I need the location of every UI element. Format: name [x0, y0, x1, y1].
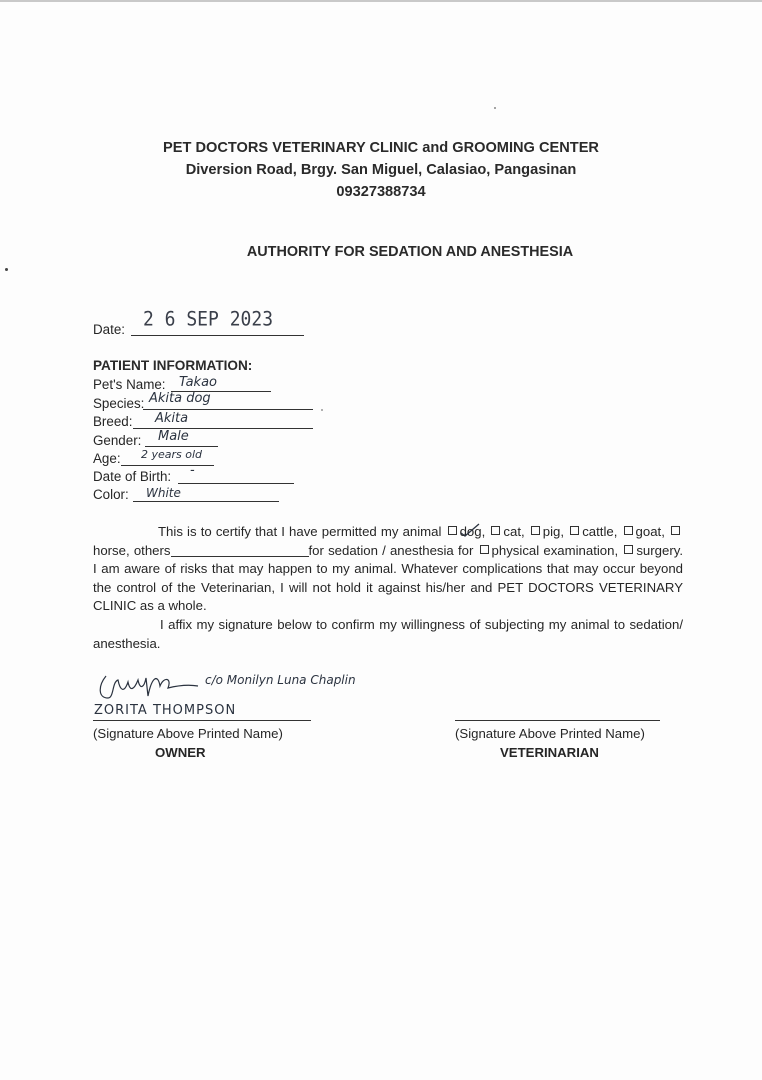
species-value: Akita dog: [149, 391, 211, 406]
form-title: AUTHORITY FOR SEDATION AND ANESTHESIA: [246, 244, 574, 260]
age-line: [121, 465, 214, 466]
checkbox-dog[interactable]: [448, 526, 457, 535]
pet-name-label: Pet's Name:: [93, 377, 166, 392]
consent-intro: This is to certify that I have permitted my animal: [158, 524, 442, 539]
dob-value: -: [190, 463, 195, 478]
checkbox-physical-exam[interactable]: [480, 545, 489, 554]
checkbox-pig[interactable]: [531, 526, 540, 535]
species-label: Species:: [93, 396, 145, 411]
color-value: White: [146, 486, 181, 500]
owner-role: OWNER: [155, 745, 206, 760]
vet-role: VETERINARIAN: [500, 745, 599, 760]
option-surgery: surgery.: [636, 542, 683, 558]
option-pig: pig,: [542, 524, 565, 539]
scan-speck: [5, 268, 8, 271]
owner-signature-line: [93, 720, 311, 721]
pet-name-value: Takao: [179, 375, 217, 390]
affirmation-paragraph: I affix my signature below to confirm my willingness of subjecting my animal to sedation/ anesthesia.: [93, 617, 683, 651]
sedation-text: for sedation / anesthesia for: [308, 542, 474, 558]
dob-label: Date of Birth:: [93, 469, 172, 484]
date-line: [131, 335, 304, 336]
gender-line: [145, 446, 218, 447]
breed-value: Akita: [155, 411, 189, 426]
scan-edge: [0, 0, 762, 2]
patient-info-heading: PATIENT INFORMATION:: [93, 358, 253, 373]
owner-care-of-note: c/o Monilyn Luna Chaplin: [205, 673, 356, 687]
checkbox-horse[interactable]: [671, 526, 680, 535]
others-blank[interactable]: [171, 545, 309, 557]
option-cat: cat,: [503, 524, 525, 539]
age-label: Age:: [93, 451, 121, 466]
clinic-header: [0, 137, 762, 203]
gender-value: Male: [158, 429, 189, 444]
vet-signature-line: [455, 720, 660, 721]
clinic-phone: 09327388734: [336, 184, 426, 200]
date-stamp: 2 6 SEP 2023: [143, 307, 274, 332]
owner-signature: [94, 668, 204, 708]
breed-label: Breed:: [93, 414, 133, 429]
option-dog: dog,: [459, 524, 486, 539]
checkbox-surgery[interactable]: [624, 545, 633, 554]
option-cattle: cattle,: [582, 524, 618, 539]
vet-signature-caption: (Signature Above Printed Name): [455, 726, 645, 741]
clinic-name: PET DOCTORS VETERINARY CLINIC and GROOMING CENTER: [163, 140, 599, 156]
color-label: Color:: [93, 487, 129, 502]
gender-label: Gender:: [93, 433, 142, 448]
clinic-address: Diversion Road, Brgy. San Miguel, Calasiao, Pangasinan: [185, 162, 577, 178]
dog-checkmark: [458, 522, 482, 538]
date-label: Date:: [93, 322, 126, 337]
option-horse-others: horse, others: [93, 542, 171, 558]
scan-speck: [494, 107, 496, 109]
species-line: [143, 409, 313, 410]
owner-printed-name: ZORITA THOMPSON: [94, 703, 237, 718]
dob-line: [178, 483, 294, 484]
age-value: 2 years old: [141, 448, 203, 461]
checkbox-cattle[interactable]: [570, 526, 579, 535]
checkbox-goat[interactable]: [624, 526, 633, 535]
consent-risks-text: I am aware of risks that may happen to my animal. Whatever complications that may occur beyond the control of the Veterinarian, I will not hold it against his/her and PET DOCTORS VETERINARY CLINIC as a whole.: [93, 561, 683, 613]
scan-speck: [321, 409, 323, 411]
checkbox-cat[interactable]: [491, 526, 500, 535]
owner-signature-caption: (Signature Above Printed Name): [93, 726, 283, 741]
consent-paragraph: [93, 523, 683, 616]
option-goat: goat,: [635, 524, 665, 539]
color-line: [133, 501, 279, 502]
option-physical-exam: physical examination,: [491, 542, 619, 558]
